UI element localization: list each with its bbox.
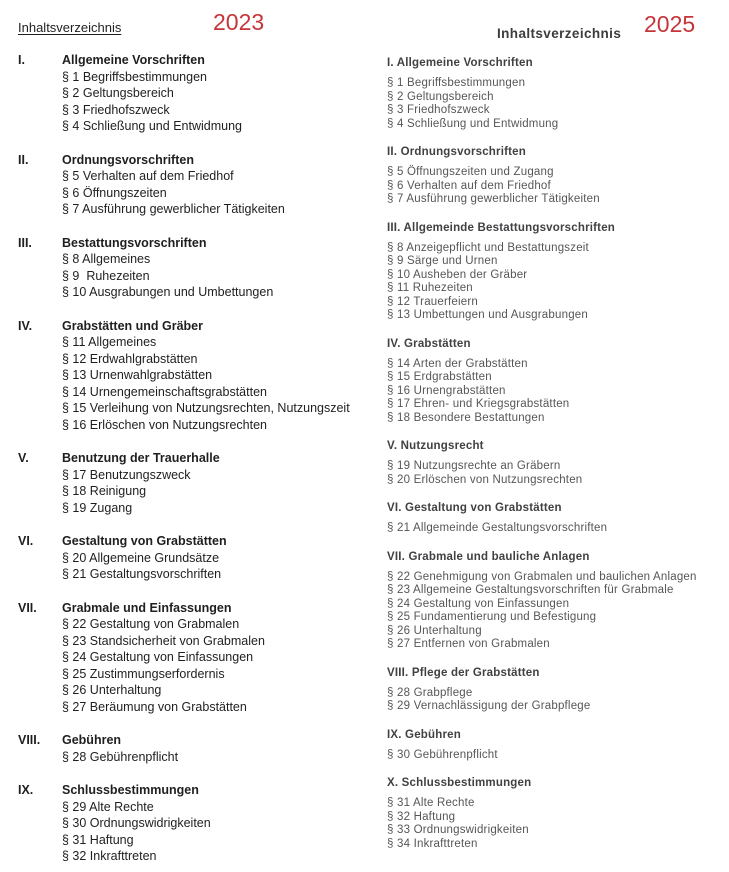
toc-item: § 32 Haftung bbox=[387, 810, 456, 823]
section-heading: Grabmale und Einfassungen bbox=[62, 600, 232, 615]
toc-section bbox=[18, 152, 378, 218]
toc-item: § 25 Fundamentierung und Befestigung bbox=[387, 611, 597, 623]
toc-item: § 31 Alte Rechte bbox=[387, 797, 475, 809]
toc-item: § 32 Inkrafttreten bbox=[62, 849, 157, 863]
toc-item: § 16 Urnengrabstätten bbox=[387, 384, 506, 397]
section-numeral: VII. bbox=[18, 600, 37, 615]
section-heading: VIII. Pflege der Grabstätten bbox=[387, 666, 540, 679]
left-toc-title: Inhaltsverzeichnis bbox=[18, 20, 122, 35]
toc-item: § 1 Begriffsbestimmungen bbox=[387, 77, 526, 89]
toc-section bbox=[387, 776, 725, 851]
toc-section bbox=[387, 728, 725, 763]
toc-item: § 29 Alte Rechte bbox=[62, 799, 154, 814]
toc-section bbox=[387, 145, 725, 207]
toc-item: § 25 Zustimmungserfordernis bbox=[62, 666, 225, 681]
toc-item: § 26 Unterhaltung bbox=[62, 683, 162, 697]
toc-section bbox=[18, 600, 378, 716]
section-numeral: VI. bbox=[18, 534, 34, 548]
toc-item: § 30 Gebührenpflicht bbox=[387, 748, 498, 761]
section-numeral: I. bbox=[18, 53, 25, 67]
toc-item: § 26 Unterhaltung bbox=[387, 624, 482, 637]
toc-section bbox=[18, 732, 378, 765]
toc-item: § 20 Allgemeine Grundsätze bbox=[62, 550, 220, 565]
toc-item: § 16 Erlöschen von Nutzungsrechten bbox=[62, 417, 267, 432]
toc-item: § 12 Erdwahlgrabstätten bbox=[62, 351, 198, 366]
toc-item: § 19 Zugang bbox=[62, 500, 133, 515]
section-heading: IV. Grabstätten bbox=[387, 337, 471, 350]
section-heading: VI. Gestaltung von Grabstätten bbox=[387, 502, 562, 514]
section-heading: III. Allgemeinde Bestattungsvorschriften bbox=[387, 221, 616, 234]
toc-item: § 14 Arten der Grabstätten bbox=[387, 357, 528, 370]
toc-item: § 6 Verhalten auf dem Friedhof bbox=[387, 179, 551, 192]
section-heading: Grabstätten und Gräber bbox=[62, 318, 203, 333]
toc-item: § 9 Ruhezeiten bbox=[62, 268, 150, 283]
right-year-label: 2025 bbox=[644, 11, 696, 37]
toc-item: § 29 Vernachlässigung der Grabpflege bbox=[387, 700, 591, 712]
toc-item: § 19 Nutzungsrechte an Gräbern bbox=[387, 460, 561, 472]
section-numeral: IV. bbox=[18, 318, 33, 333]
toc-section bbox=[18, 782, 378, 865]
toc-item: § 13 Urnenwahlgrabstätten bbox=[62, 368, 213, 382]
toc-item: § 5 Verhalten auf dem Friedhof bbox=[62, 169, 234, 183]
section-heading: Schlussbestimmungen bbox=[62, 783, 199, 797]
section-heading: Gestaltung von Grabstätten bbox=[62, 534, 227, 548]
toc-item: § 1 Begriffsbestimmungen bbox=[62, 69, 207, 84]
section-numeral: III. bbox=[18, 235, 32, 250]
toc-item: § 33 Ordnungswidrigkeiten bbox=[387, 824, 529, 836]
toc-item: § 7 Ausführung gewerblicher Tätigkeiten bbox=[387, 193, 600, 205]
toc-item: § 2 Geltungsbereich bbox=[387, 90, 494, 103]
toc-item: § 28 Gebührenpflicht bbox=[62, 749, 179, 764]
toc-item: § 5 Öffnungszeiten und Zugang bbox=[387, 166, 554, 178]
toc-item: § 3 Friedhofszweck bbox=[387, 104, 490, 116]
section-heading: Benutzung der Trauerhalle bbox=[62, 451, 220, 465]
toc-section bbox=[387, 666, 725, 714]
toc-section bbox=[387, 337, 725, 426]
toc-item: § 28 Grabpflege bbox=[387, 686, 473, 699]
toc-section bbox=[387, 439, 725, 487]
toc-item: § 23 Standsicherheit von Grabmalen bbox=[62, 633, 265, 648]
section-numeral: IX. bbox=[18, 783, 34, 797]
toc-item: § 14 Urnengemeinschaftsgrabstätten bbox=[62, 384, 267, 399]
left-toc-column bbox=[18, 52, 378, 872]
toc-section bbox=[387, 501, 725, 536]
toc-section bbox=[18, 318, 378, 434]
toc-item: § 27 Entfernen von Grabmalen bbox=[387, 638, 550, 650]
toc-item: § 9 Särge und Urnen bbox=[387, 255, 498, 267]
section-heading: VII. Grabmale und bauliche Anlagen bbox=[387, 550, 590, 563]
section-heading: Ordnungsvorschriften bbox=[62, 152, 194, 167]
toc-item: § 17 Ehren- und Kriegsgrabstätten bbox=[387, 398, 570, 410]
toc-item: § 4 Schließung und Entwidmung bbox=[387, 117, 559, 130]
toc-section bbox=[387, 550, 725, 652]
toc-section bbox=[18, 235, 378, 301]
toc-item: § 20 Erlöschen von Nutzungsrechten bbox=[387, 473, 583, 486]
toc-item: § 23 Allgemeine Gestaltungsvorschriften für Grabmale bbox=[387, 584, 674, 596]
toc-item: § 15 Verleihung von Nutzungsrechten, Nutzungszeit bbox=[62, 401, 350, 415]
toc-item: § 7 Ausführung gewerblicher Tätigkeiten bbox=[62, 202, 285, 216]
toc-item: § 6 Öffnungszeiten bbox=[62, 185, 167, 200]
toc-section bbox=[387, 56, 725, 131]
toc-item: § 30 Ordnungswidrigkeiten bbox=[62, 816, 211, 830]
section-heading: X. Schlussbestimmungen bbox=[387, 777, 532, 789]
toc-item: § 18 Reinigung bbox=[62, 484, 147, 498]
right-toc-title: Inhaltsverzeichnis bbox=[497, 26, 622, 41]
left-year-label: 2023 bbox=[213, 9, 265, 35]
toc-section bbox=[18, 52, 378, 135]
toc-item: § 3 Friedhofszweck bbox=[62, 102, 170, 117]
toc-item: § 27 Beräumung von Grabstätten bbox=[62, 699, 247, 714]
section-numeral: V. bbox=[18, 451, 29, 465]
toc-item: § 24 Gestaltung von Einfassungen bbox=[387, 597, 570, 610]
toc-item: § 2 Geltungsbereich bbox=[62, 86, 174, 100]
toc-item: § 11 Allgemeines bbox=[62, 335, 157, 349]
section-heading: Allgemeine Vorschriften bbox=[62, 53, 205, 67]
section-heading: I. Allgemeine Vorschriften bbox=[387, 57, 533, 69]
section-numeral: VIII. bbox=[18, 733, 41, 747]
toc-item: § 34 Inkrafttreten bbox=[387, 837, 478, 850]
toc-item: § 18 Besondere Bestattungen bbox=[387, 411, 545, 424]
toc-item: § 31 Haftung bbox=[62, 832, 134, 847]
toc-item: § 8 Anzeigepflicht und Bestattungszeit bbox=[387, 241, 589, 254]
section-heading: II. Ordnungsvorschriften bbox=[387, 146, 526, 158]
toc-item: § 10 Ausgrabungen und Umbettungen bbox=[62, 285, 274, 299]
toc-item: § 22 Genehmigung von Grabmalen und baulichen Anlagen bbox=[387, 570, 697, 583]
toc-item: § 21 Gestaltungsvorschriften bbox=[62, 567, 222, 581]
section-heading: IX. Gebühren bbox=[387, 728, 461, 741]
toc-item: § 8 Allgemeines bbox=[62, 252, 151, 266]
section-numeral: II. bbox=[18, 152, 29, 167]
right-toc-column bbox=[387, 56, 725, 865]
section-heading: Bestattungsvorschriften bbox=[62, 235, 207, 250]
toc-item: § 13 Umbettungen und Ausgrabungen bbox=[387, 309, 588, 321]
toc-item: § 10 Ausheben der Gräber bbox=[387, 268, 528, 281]
toc-item: § 11 Ruhezeiten bbox=[387, 282, 473, 294]
toc-item: § 17 Benutzungszweck bbox=[62, 467, 191, 482]
toc-section bbox=[18, 450, 378, 516]
toc-item: § 21 Allgemeinde Gestaltungsvorschriften bbox=[387, 522, 608, 534]
toc-item: § 24 Gestaltung von Einfassungen bbox=[62, 650, 254, 664]
toc-item: § 12 Trauerfeiern bbox=[387, 295, 478, 308]
toc-item: § 22 Gestaltung von Grabmalen bbox=[62, 617, 240, 631]
toc-section bbox=[18, 533, 378, 583]
toc-item: § 4 Schließung und Entwidmung bbox=[62, 119, 242, 133]
section-heading: V. Nutzungsrecht bbox=[387, 440, 484, 452]
section-heading: Gebühren bbox=[62, 733, 122, 747]
toc-section bbox=[387, 221, 725, 323]
toc-item: § 15 Erdgrabstätten bbox=[387, 371, 492, 383]
